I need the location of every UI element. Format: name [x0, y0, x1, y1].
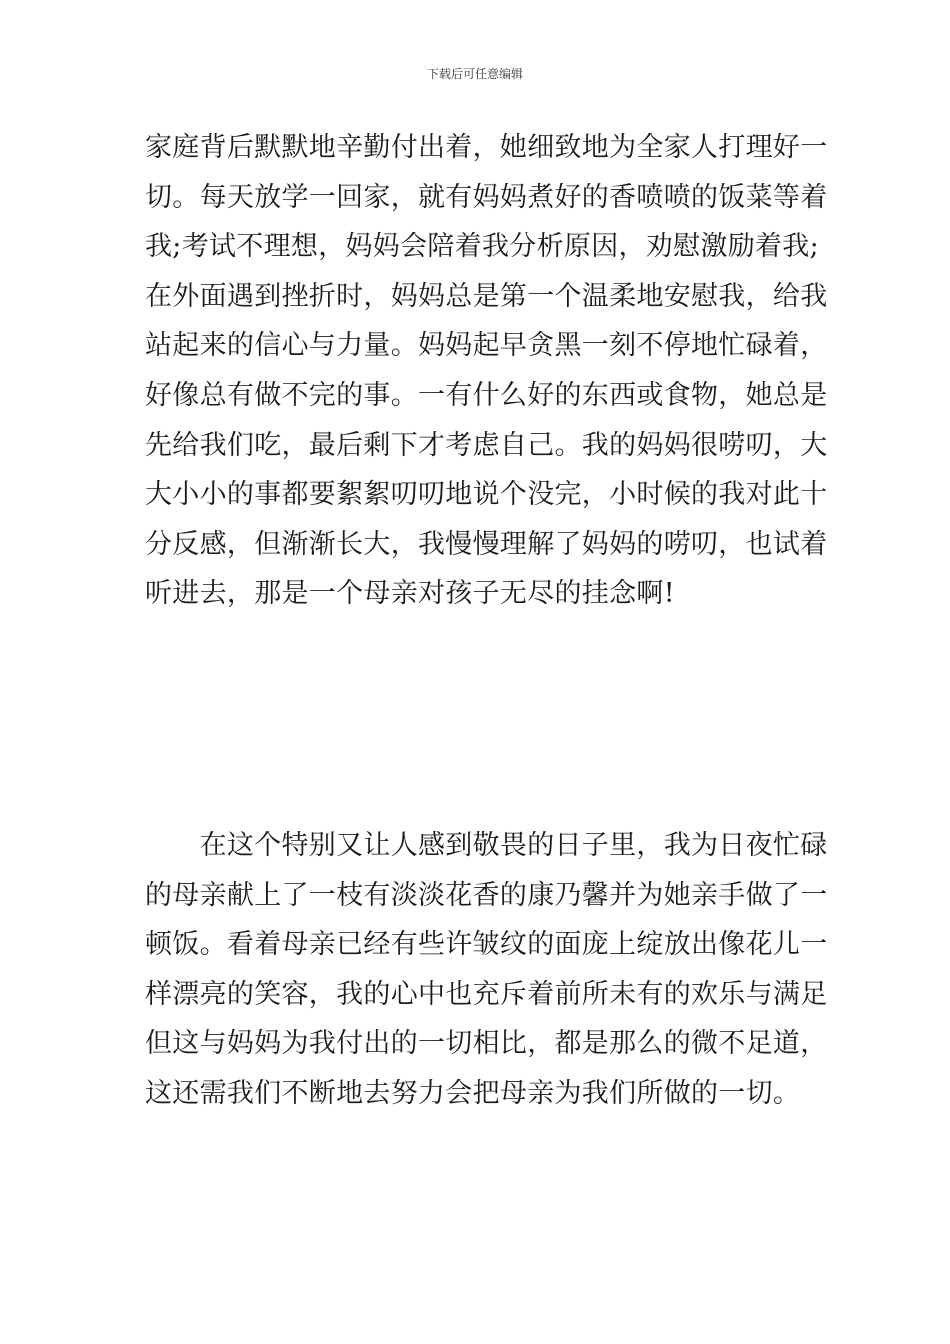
text-line: 的母亲献上了一枝有淡淡花香的康乃馨并为她亲手做了一 [145, 879, 828, 911]
text-line: 在这个特别又让人感到敬畏的日子里，我为日夜忙碌 [145, 830, 828, 861]
text-line: 样漂亮的笑容，我的心中也充斥着前所未有的欢乐与满足 [145, 978, 828, 1010]
page-header-note: 下载后可任意编辑 [426, 67, 523, 81]
text-line: 好像总有做不完的事。一有什么好的东西或食物，她总是 [145, 379, 828, 411]
text-line: 切。每天放学一回家，就有妈妈煮好的香喷喷的饭菜等着 [145, 181, 828, 213]
text-line: 家庭背后默默地辛勤付出着，她细致地为全家人打理好一 [145, 132, 828, 163]
text-line: 在外面遇到挫折时，妈妈总是第一个温柔地安慰我，给我 [145, 280, 828, 312]
text-line: 大小小的事都要絮絮叨叨地说个没完，小时候的我对此十 [145, 479, 828, 511]
text-line: 我;考试不理想，妈妈会陪着我分析原因，劝慰激励着我; [145, 231, 819, 263]
body-paragraph-2 [145, 821, 828, 1119]
text-line: 这还需我们不断地去努力会把母亲为我们所做的一切。 [145, 1077, 801, 1109]
text-line: 站起来的信心与力量。妈妈起早贪黑一刻不停地忙碌着， [145, 330, 828, 362]
text-line: 先给我们吃，最后剩下才考虑自己。我的妈妈很唠叨，大 [145, 429, 828, 461]
text-line: 分反感，但渐渐长大，我慢慢理解了妈妈的唠叨，也试着 [145, 528, 828, 560]
body-paragraph-1 [145, 123, 828, 619]
text-line: 顿饭。看着母亲已经有些许皱纹的面庞上绽放出像花儿一 [145, 929, 828, 961]
text-line: 听进去，那是一个母亲对孩子无尽的挂念啊! [145, 578, 675, 610]
text-line: 但这与妈妈为我付出的一切相比，都是那么的微不足道， [145, 1028, 828, 1060]
